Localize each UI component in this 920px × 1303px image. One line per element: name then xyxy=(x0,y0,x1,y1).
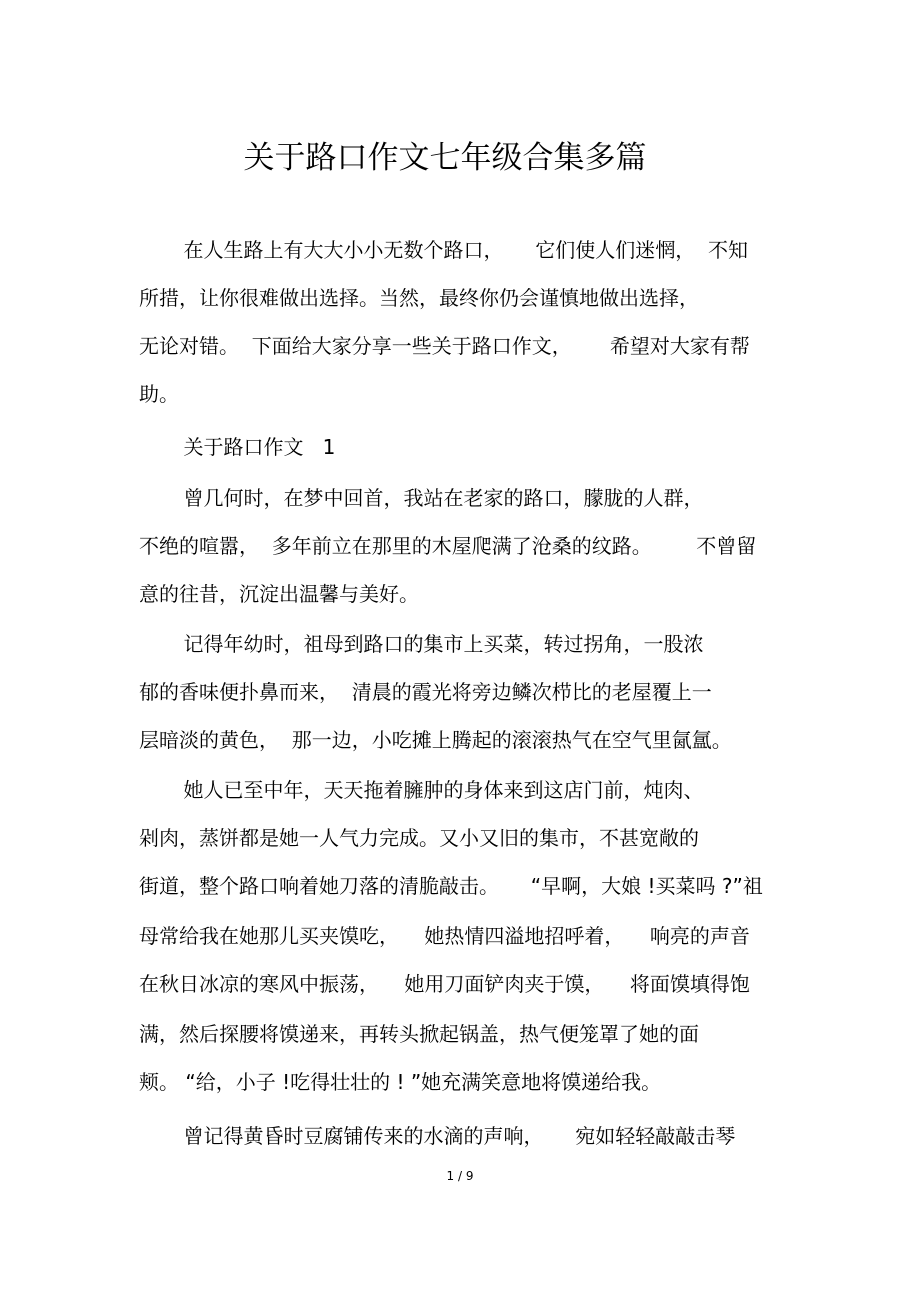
body-line: 郁的香味便扑鼻而来， 清晨的霞光将旁边鳞次栉比的老屋覆上一 xyxy=(139,680,712,704)
body-line: 所措，让你很难做出选择。当然，最终你仍会谨慎地做出选择， xyxy=(139,286,699,310)
body-line: 曾几何时，在梦中回首，我站在老家的路口，朦胧的人群， xyxy=(139,486,704,510)
body-line: 剁肉，蒸饼都是她一人气力完成。又小又旧的集市，不甚宽敞的 xyxy=(139,826,699,850)
body-line: 无论对错。 下面给大家分享一些关于路口作文， 希望对大家有帮 xyxy=(139,334,750,358)
body-line: 助。 xyxy=(139,382,179,406)
body-line: 颊。 “给，小子 !吃得壮壮的 ! ”她充满笑意地将馍递给我。 xyxy=(139,1070,662,1094)
body-line: 不绝的喧嚣， 多年前立在那里的木屋爬满了沧桑的纹路。 不曾留 xyxy=(139,534,757,558)
document-title: 关于路口作文七年级合集多篇 xyxy=(243,140,647,176)
body-line: 在人生路上有大大小小无数个路口， 它们使人们迷惘， 不知 xyxy=(139,238,749,262)
body-line: 街道，整个路口响着她刀落的清脆敲击。 “早啊，大娘 !买菜吗 ?”祖 xyxy=(139,874,763,898)
body-line: 意的往昔，沉淀出温馨与美好。 xyxy=(139,582,419,606)
body-line: 记得年幼时，祖母到路口的集市上买菜，转过拐角，一股浓 xyxy=(139,632,704,656)
body-line: 在秋日冰凉的寒风中振荡， 她用刀面铲肉夹于馍， 将面馍填得饱 xyxy=(139,972,750,996)
body-line: 曾记得黄昏时豆腐铺传来的水滴的声响， 宛如轻轻敲敲击琴 xyxy=(139,1124,736,1148)
body-line: 层暗淡的黄色， 那一边，小吃摊上腾起的滚滚热气在空气里氤氲。 xyxy=(139,728,732,752)
body-line: 母常给我在她那儿买夹馍吃， 她热情四溢地招呼着， 响亮的声音 xyxy=(139,924,750,948)
body-line: 满，然后探腰将馍递来，再转头掀起锅盖，热气便笼罩了她的面 xyxy=(139,1022,699,1046)
section-heading: 关于路口作文 1 xyxy=(139,435,336,459)
page-indicator: 1 / 9 xyxy=(446,1169,474,1183)
body-line: 她人已至中年，天天拖着臃肿的身体来到这店门前，炖肉、 xyxy=(139,778,704,802)
